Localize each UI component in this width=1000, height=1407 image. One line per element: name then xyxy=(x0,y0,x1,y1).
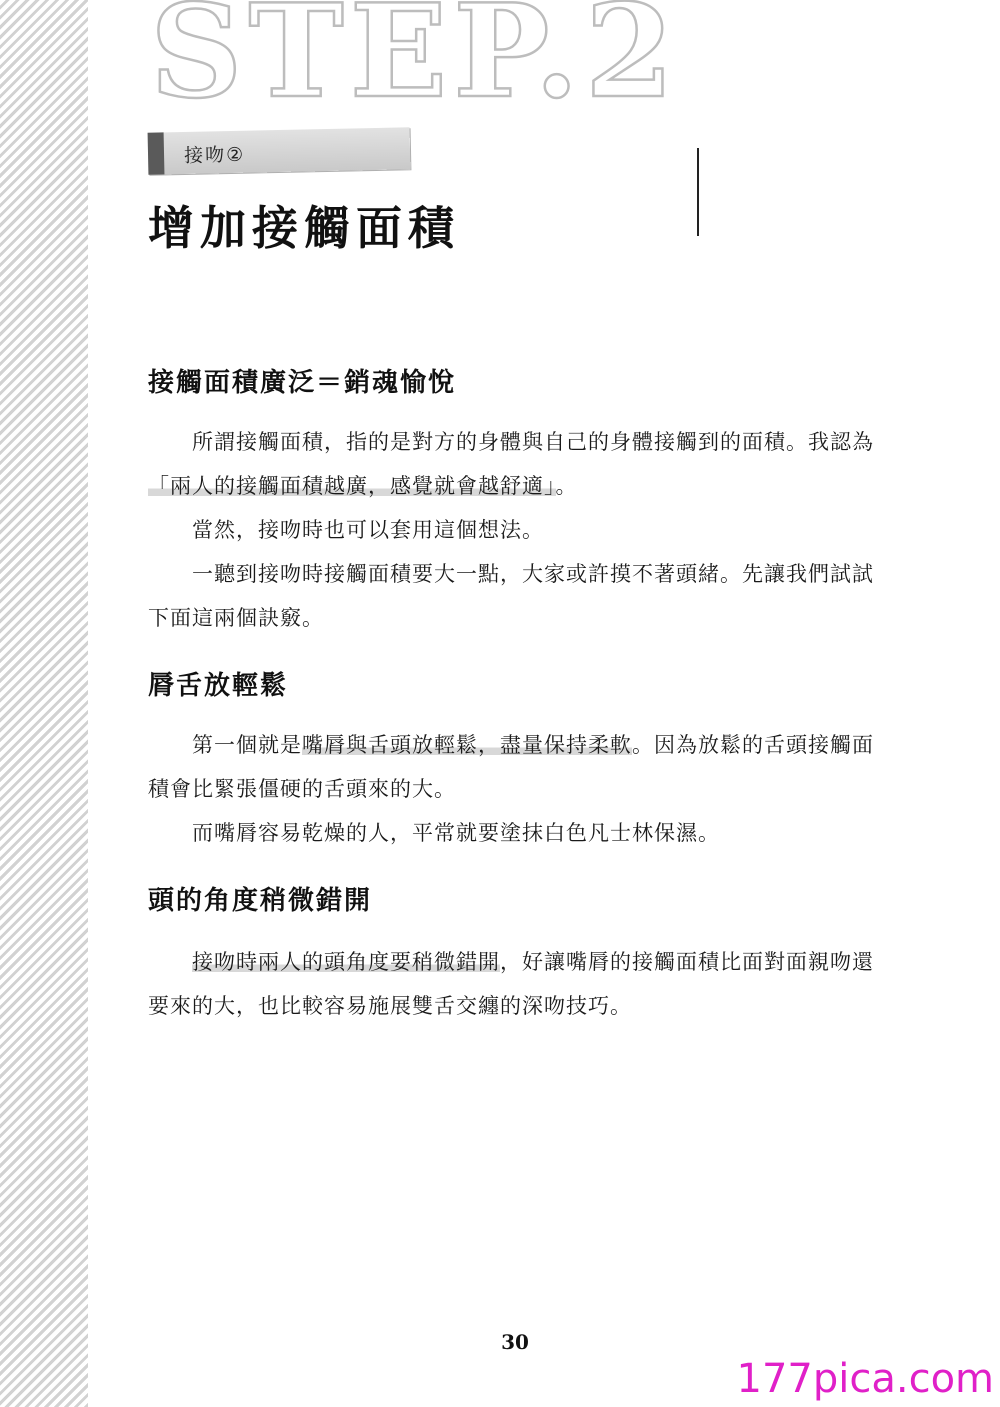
paragraph-text: 。 xyxy=(555,474,578,498)
section-tag-label: 接吻② xyxy=(183,143,246,167)
section-heading-1: 接觸面積廣泛＝銷魂愉悅 xyxy=(148,368,457,398)
highlighted-text: 嘴脣與舌頭放輕鬆，盡量保持柔軟 xyxy=(302,733,632,757)
paragraph-text: 第一個就是 xyxy=(192,733,302,757)
paragraph-text: 一聽到接吻時接觸面積要大一點，大家或許摸不著頭緒。先讓我們試試下面這兩個訣竅。 xyxy=(148,562,874,630)
paragraph-1-2 xyxy=(148,508,878,552)
page-title: 增加接觸面積 xyxy=(148,201,460,255)
highlighted-text: 「兩人的接觸面積越廣，感覺就會越舒適」 xyxy=(148,474,556,498)
site-watermark: 177pica.com xyxy=(736,1356,994,1402)
paragraph-3-1 xyxy=(148,940,878,1028)
left-stripe-decoration xyxy=(0,0,88,1407)
step-label: STEP.2 xyxy=(150,0,680,108)
highlighted-text: 接吻時兩人的頭角度要稍微錯開 xyxy=(192,950,500,974)
step-heading-outline xyxy=(150,0,850,108)
paragraph-text: 所謂接觸面積，指的是對方的身體與自己的身體接觸到的面積。我認為 xyxy=(192,430,874,454)
tag-bar xyxy=(148,132,165,174)
section-tag xyxy=(148,127,411,174)
page-number: 30 xyxy=(501,1330,529,1354)
paragraph-2-2 xyxy=(148,811,878,855)
paragraph-text: 當然，接吻時也可以套用這個想法。 xyxy=(192,518,544,542)
paragraph-2-1 xyxy=(148,723,878,811)
paragraph-1-3 xyxy=(148,552,878,640)
paragraph-text: ，好讓嘴脣的接觸面積比面對面親吻還要來的大，也比較容易施展雙舌交纏的深吻技巧。 xyxy=(148,950,874,1018)
section-heading-3: 頭的角度稍微錯開 xyxy=(148,886,373,916)
vertical-rule xyxy=(697,148,699,236)
paragraph-text: 而嘴脣容易乾燥的人，平常就要塗抹白色凡士林保濕。 xyxy=(192,821,720,845)
paragraph-text: 。因為放鬆的舌頭接觸面積會比緊張僵硬的舌頭來的大。 xyxy=(148,733,874,801)
section-heading-2: 脣舌放輕鬆 xyxy=(148,671,289,701)
paragraph-1-1 xyxy=(148,420,878,508)
